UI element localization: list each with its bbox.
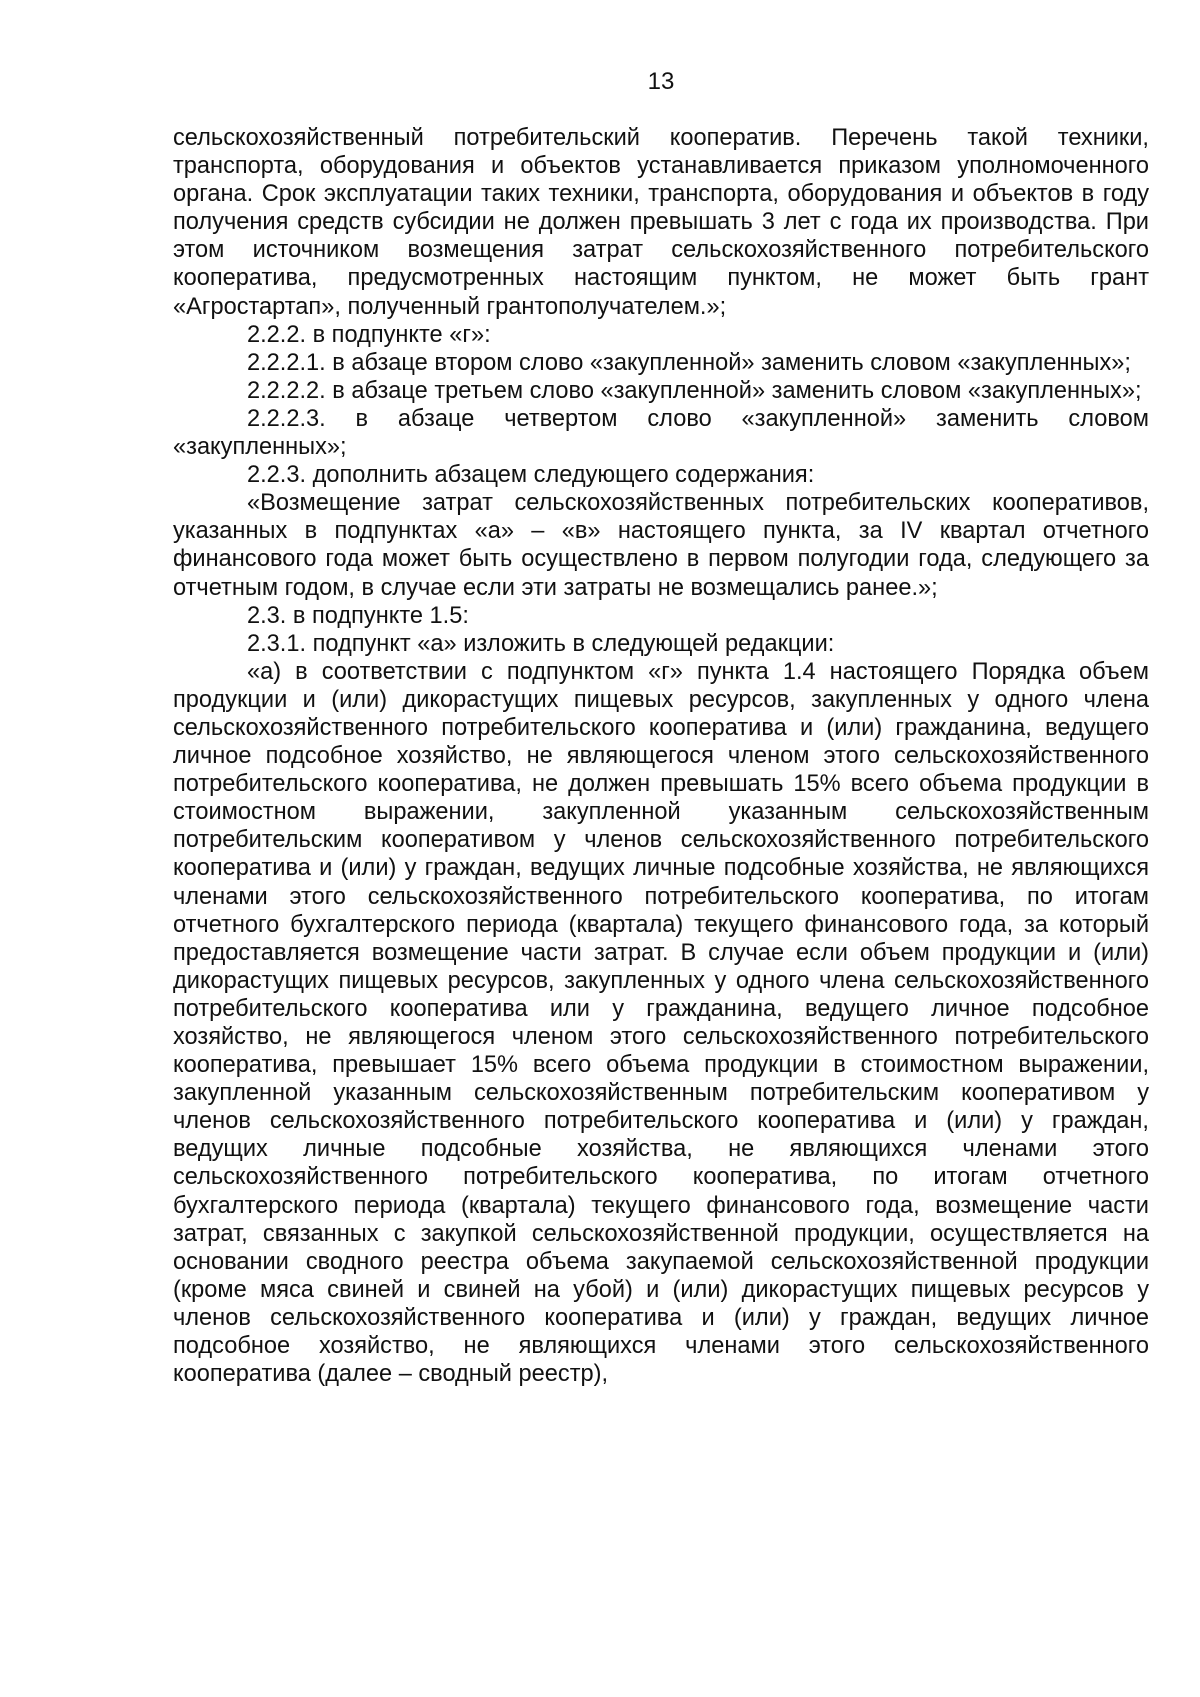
document-body [173, 124, 1149, 1388]
paragraph-2-2-2-3: 2.2.2.3. в абзаце четвертом слово «закупленной» заменить словом «закупленных»; [173, 405, 1149, 461]
paragraph-2-3: 2.3. в подпункте 1.5: [247, 602, 469, 629]
paragraph-2-3-1: 2.3.1. подпункт «а» изложить в следующей редакции: [247, 630, 835, 657]
page-number: 13 [647, 68, 675, 95]
paragraph-continuation: сельскохозяйственный потребительский кооператив. Перечень такой техники, транспорта, оборудования и объектов устанавливается приказом уполномоченного органа. Срок эксплуатации таких техники, транспорта, оборудования и объектов в году получения средств субсидии не должен превышать 3 лет с года их производства. При этом источником возмещения затрат сельскохозяйственного потребительского кооператива, предусмотренных настоящим пунктом, не может быть грант «Агростартап», полученный грантополучателем.»; [173, 125, 1149, 320]
paragraph-2-2-2: 2.2.2. в подпункте «г»: [247, 321, 491, 348]
paragraph-quote-reimbursement: «Возмещение затрат сельскохозяйственных потребительских кооперативов, указанных в подпунктах «а» – «в» настоящего пункта, за IV квартал отчетного финансового года может быть осуществлено в первом полугодии года, следующего за отчетным годом, в случае если эти затраты не возмещались ранее.»; [173, 490, 1149, 601]
paragraph-2-2-2-1: 2.2.2.1. в абзаце втором слово «закупленной» заменить словом «закупленных»; [247, 349, 1131, 376]
paragraph-2-2-2-2: 2.2.2.2. в абзаце третьем слово «закупленной» заменить словом «закупленных»; [247, 377, 1142, 404]
paragraph-subpoint-a: «а) в соответствии с подпунктом «г» пункта 1.4 настоящего Порядка объем продукции и (или) дикорастущих пищевых ресурсов, закупленных у одного члена сельскохозяйственного потребительского кооператива и (или) гражданина, ведущего личное подсобное хозяйство, не являющегося членом этого сельскохозяйственного потребительского кооператива, не должен превышать 15% всего объема продукции в стоимостном выражении, закупленной указанным сельскохозяйственным потребительским кооперативом у членов сельскохозяйственного потребительского кооператива и (или) у граждан, ведущих личные подсобные хозяйства, не являющихся членами этого сельскохозяйственного потребительского кооператива, по итогам отчетного бухгалтерского периода (квартала) текущего финансового года, за который предоставляется возмещение части затрат. В случае если объем продукции и (или) дикорастущих пищевых ресурсов, закупленных у одного члена сельскохозяйственного потребительского кооператива или у гражданина, ведущего личное подсобное хозяйство, не являющегося членом этого сельскохозяйственного потребительского кооператива, превышает 15% всего объема продукции в стоимостном выражении, закупленной указанным сельскохозяйственным потребительским кооперативом у членов сельскохозяйственного потребительского кооператива и (или) у граждан, ведущих личные подсобные хозяйства, не являющихся членами этого сельскохозяйственного потребительского кооператива, по итогам отчетного бухгалтерского периода (квартала) текущего финансового года, возмещение части затрат, связанных с закупкой сельскохозяйственной продукции, осуществляется на основании сводного реестра объема закупаемой сельскохозяйственной продукции (кроме мяса свиней и свиней на убой) и (или) дикорастущих пищевых ресурсов у членов сельскохозяйственного кооператива и (или) у граждан, ведущих личное подсобное хозяйство, не являющихся членами этого сельскохозяйственного кооператива (далее – сводный реестр), [173, 658, 1149, 1388]
paragraph-2-2-3: 2.2.3. дополнить абзацем следующего содержания: [247, 462, 815, 489]
